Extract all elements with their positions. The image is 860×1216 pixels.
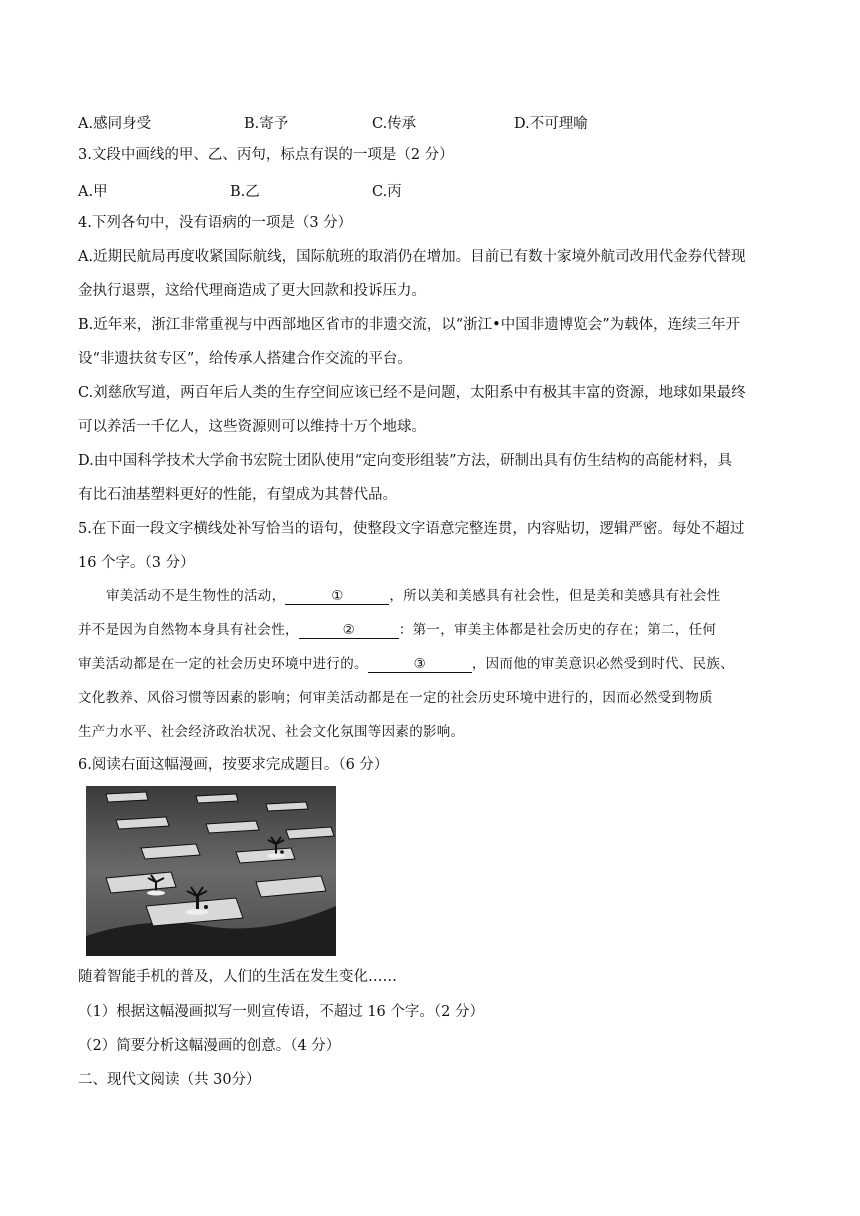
q4-option-d-line1: D.由中国科学技术大学俞书宏院士团队使用“定向变形组装”方法，研制出具有仿生结构的高能材料，具 [78, 453, 733, 469]
q5-passage-line2 [78, 620, 716, 640]
q3-option-a: A.甲 [78, 184, 108, 200]
q2-option-b: B.寄予 [244, 116, 289, 132]
q4-option-c-line1: C.刘慈欣写道，两百年后人类的生存空间应该已经不是问题，太阳系中有极其丰富的资源，地球如果最终 [78, 385, 746, 401]
q5-passage-line5: 生产力水平、社会经济政治状况、社会文化氛围等因素的影响。 [78, 724, 465, 740]
q2-option-c: C.传承 [372, 116, 417, 132]
q5-passage-text: 审美活动都是在一定的社会历史环境中进行的。 [78, 656, 368, 672]
q5-blank-3[interactable]: ③ [368, 656, 472, 673]
q5-blank-1[interactable]: ① [285, 588, 389, 605]
q4-option-a-line1: A.近期民航局再度收紧国际航线，国际航班的取消仍在增加。目前已有数十家境外航司改用代金券代替现 [78, 249, 746, 265]
q5-passage-text: 审美活动不是生物性的活动， [106, 588, 286, 604]
q5-passage-text: ，所以美和美感具有社会性，但是美和美感具有社会性 [389, 588, 721, 604]
q5-stem-line2: 16 个字。（3 分） [78, 555, 195, 571]
q6-sub2: （2）简要分析这幅漫画的创意。（4 分） [78, 1038, 341, 1054]
q2-option-d: D.不可理喻 [514, 116, 588, 132]
q5-passage-text: ，因而他的审美意识必然受到时代、民族、 [471, 656, 735, 672]
q6-sub1: （1）根据这幅漫画拟写一则宣传语，不超过 16 个字。（2 分） [78, 1004, 484, 1020]
q3-option-b: B.乙 [230, 184, 260, 200]
q5-passage-text: 并不是因为自然物本身具有社会性， [78, 622, 299, 638]
q5-passage-text: ：第一，审美主体都是社会历史的存在；第二，任何 [398, 622, 717, 638]
q4-option-a-line2: 金执行退票，这给代理商造成了更大回款和投诉压力。 [78, 283, 426, 299]
q5-passage-line1 [106, 586, 721, 606]
q4-stem: 4.下列各句中，没有语病的一项是（3 分） [78, 215, 353, 231]
q2-option-a: A.感同身受 [78, 116, 152, 132]
section2-heading: 二、现代文阅读（共 30分） [78, 1072, 261, 1088]
q5-blank-2[interactable]: ② [299, 622, 399, 639]
q5-passage-line4: 文化教养、风俗习惯等因素的影响；何审美活动都是在一定的社会历史环境中进行的，因而必然受到物质 [78, 690, 713, 706]
q4-option-b-line1: B.近年来，浙江非常重视与中西部地区省市的非遗交流，以“浙江•中国非遗博览会”为载体，连续三年开 [78, 317, 741, 333]
q4-option-b-line2: 设“非遗扶贫专区”，给传承人搭建合作交流的平台。 [78, 351, 412, 367]
q5-stem-line1: 5.在下面一段文字横线处补写恰当的语句，使整段文字语意完整连贯，内容贴切，逻辑严密。每处不超过 [78, 521, 745, 537]
smartphone-islands-cartoon-icon [86, 786, 336, 956]
q4-option-d-line2: 有比石油基塑料更好的性能，有望成为其替代品。 [78, 487, 397, 503]
q3-option-c: C.丙 [372, 184, 402, 200]
cartoon-drawing [86, 786, 336, 956]
q4-option-c-line2: 可以养活一千亿人，这些资源则可以维持十万个地球。 [78, 419, 426, 435]
q3-stem: 3.文段中画线的甲、乙、丙句，标点有误的一项是（2 分） [78, 147, 454, 163]
q6-caption: 随着智能手机的普及，人们的生活在发生变化…… [78, 969, 397, 985]
q6-stem: 6.阅读右面这幅漫画，按要求完成题目。（6 分） [78, 757, 389, 773]
q5-passage-line3 [78, 654, 734, 674]
